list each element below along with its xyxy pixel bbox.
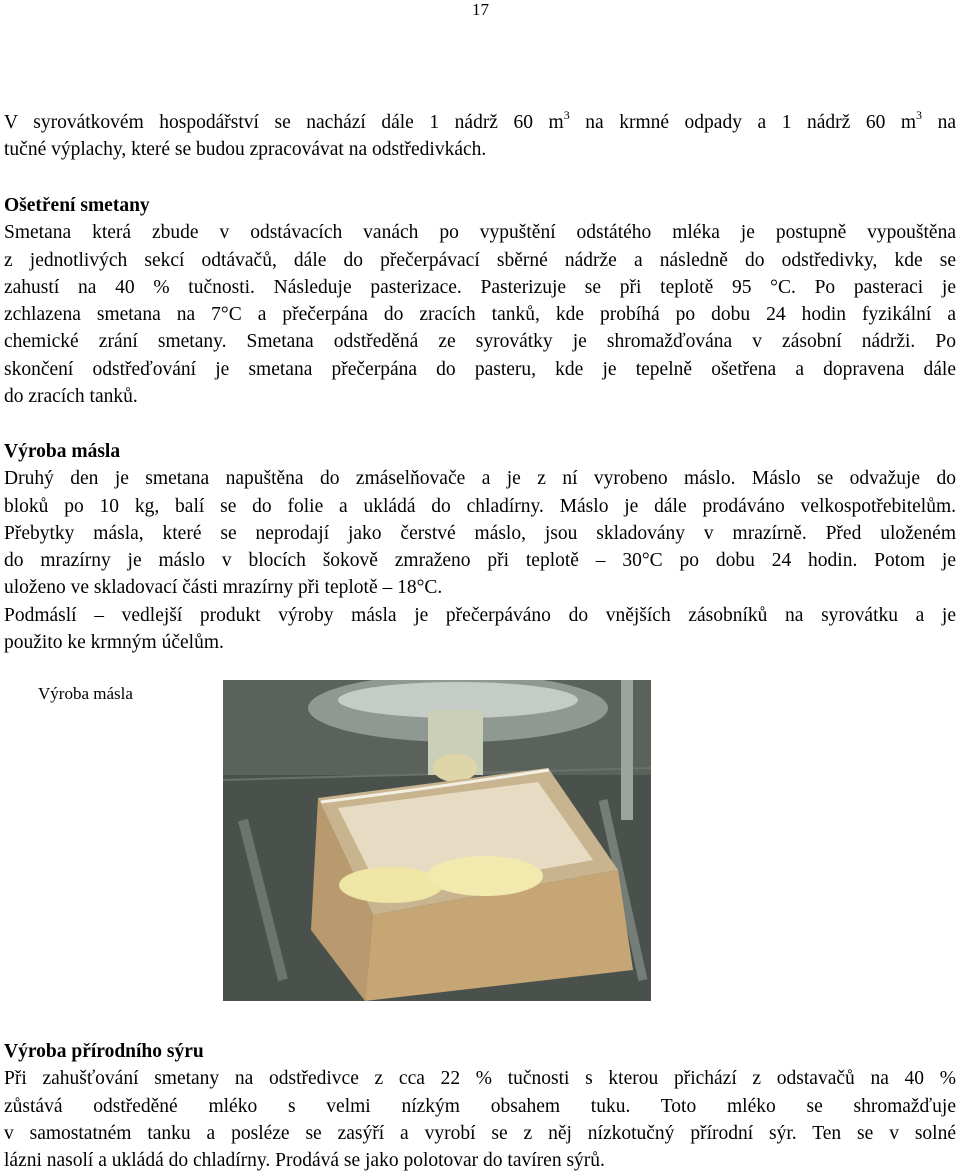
cream-line: chemické zrání smetany. Smetana odstředěná ze syrovátky je shromažďována v zásobní nádrži. Po (4, 331, 956, 353)
butter-production-photo (223, 680, 651, 1001)
butter-section (4, 438, 956, 656)
intro-line-1: V syrovátkovém hospodářství se nachází dále 1 nádrž 60 $m^3$ na krmné odpady a 1 nádrž 60 $m^3$ na (4, 109, 956, 133)
cream-line: zchlazena smetana na 7°C a přečerpána do zracích tanků, kde probíhá po dobu 24 hodin fyzikální a (4, 304, 956, 326)
cream-line: z jednotlivých sekcí odtávačů, dále do přečerpávací sběrné nádrže a následně do odstředivky, kde se (4, 249, 956, 271)
butter-heading: Výroba másla (4, 441, 121, 462)
page-number: 17 (472, 0, 489, 19)
cream-line: do zracích tanků. (4, 386, 138, 408)
cream-line: skončení odstřeďování je smetana přečerpána do pasteru, kde je tepelně ošetřena a dopravena dále (4, 358, 956, 380)
butter-box-illustration (223, 680, 651, 1001)
cream-heading: Ošetření smetany (4, 195, 150, 216)
cream-line: Smetana která zbude v odstávacích vanách po vypuštění odstátého mléka je postupně vypouštěna (4, 222, 956, 244)
cheese-line: v samostatném tanku a posléze se zasýří a vyrobí se z něj nízkotučný přírodní sýr. Ten se v solné (4, 1122, 956, 1144)
cheese-line: zůstává odstředěné mléko s velmi nízkým obsahem tuku. Toto mléko se shromažďuje (4, 1095, 956, 1117)
cheese-heading: Výroba přírodního sýru (4, 1041, 204, 1062)
cream-section (4, 192, 956, 410)
intro-paragraph (4, 109, 956, 164)
butter-line: do mrazírny je máslo v blocích šokově zmraženo při teplotě – 30°C po dobu 24 hodin. Potom je (4, 550, 956, 572)
butter-line: Přebytky másla, které se neprodají jako čerstvé máslo, jsou skladovány v mrazírně. Před uloženém (4, 522, 956, 544)
butter-line: Druhý den je smetana napuštěna do zmáselňovače a je z ní vyrobeno máslo. Máslo se odvažuje do (4, 468, 956, 490)
butter-line: použito ke krmným účelům. (4, 632, 224, 654)
cheese-line: lázni nasolí a ukládá do chladírny. Prodává se jako polotovar do tavíren sýrů. (4, 1150, 605, 1172)
cheese-line: Při zahušťování smetany na odstředivce z cca 22 % tučnosti s kterou přichází z odstavačů na 40 % (4, 1068, 956, 1090)
butter-line: bloků po 10 kg, balí se do folie a ukládá do chladírny. Máslo je dále prodáváno velkospotřebitelům. (4, 495, 956, 517)
intro-line-2: tučné výplachy, které se budou zpracovávat na odstředivkách. (4, 139, 487, 161)
butter-line: uloženo ve skladovací části mrazírny při teplotě – 18°C. (4, 577, 443, 599)
butter-line: Podmáslí – vedlejší produkt výroby másla je přečerpáváno do vnějších zásobníků na syrovátku a je (4, 604, 956, 626)
cream-line: zahustí na 40 % tučnosti. Následuje pasterizace. Pasterizuje se při teplotě 95 °C. Po pasteraci je (4, 276, 956, 298)
figure-caption: Výroba másla (38, 684, 133, 703)
cheese-section (4, 1038, 956, 1174)
